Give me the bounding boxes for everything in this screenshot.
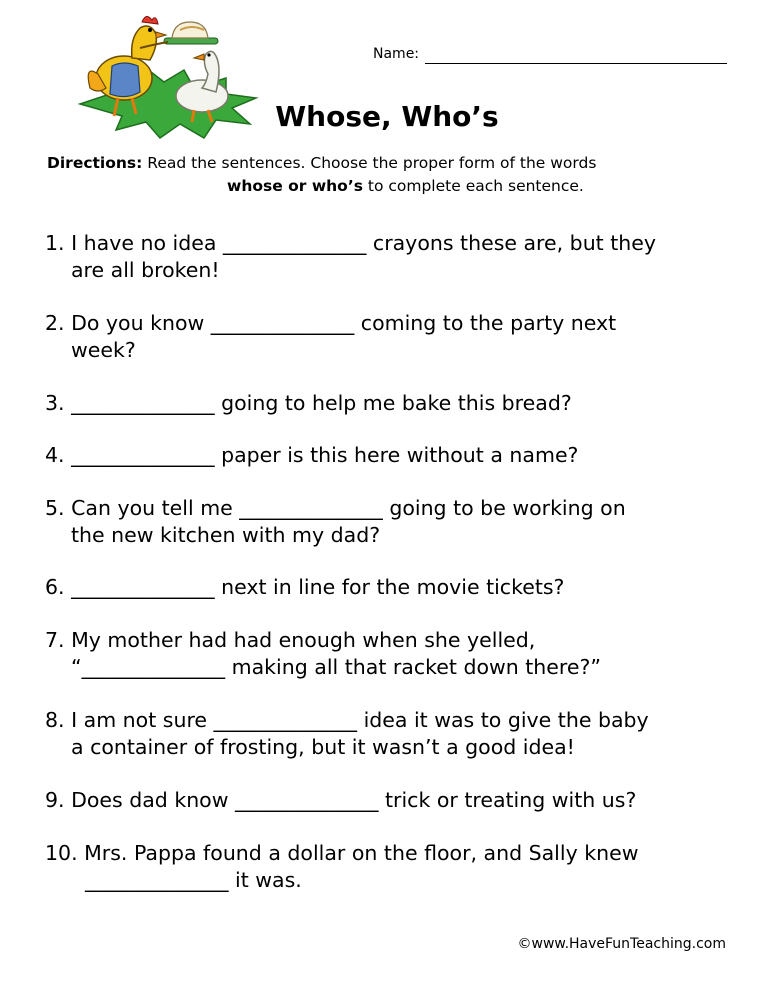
question-8: 8. I am not sure ______________ idea it was to give the baby a container of frosting, but it wasn’t a good idea!	[45, 708, 649, 759]
directions-label: Directions:	[47, 154, 143, 172]
question-10: 10. Mrs. Pappa found a dollar on the floor, and Sally knew ______________ it was.	[45, 841, 639, 892]
question-5: 5. Can you tell me ______________ going to be working on the new kitchen with my dad?	[45, 496, 626, 547]
question-1: 1. I have no idea ______________ crayons these are, but they are all broken!	[45, 231, 657, 282]
directions-text-2: to complete each sentence.	[362, 177, 584, 195]
page-title: Whose, Who’s	[275, 100, 499, 133]
question-6: 6. ______________ next in line for the movie tickets?	[45, 575, 565, 599]
directions-text-1: Read the sentences. Choose the proper form of the words	[142, 154, 597, 172]
directions	[47, 152, 737, 198]
question-9: 9. Does dad know ______________ trick or treating with us?	[45, 788, 637, 812]
name-input-line[interactable]	[425, 63, 727, 64]
copyright-footer: ©www.HaveFunTeaching.com	[517, 936, 726, 952]
name-label: Name:	[373, 46, 420, 62]
question-3: 3. ______________ going to help me bake this bread?	[45, 391, 572, 415]
question-7: 7. My mother had had enough when she yelled, “______________ making all that racket down there?”	[45, 628, 602, 679]
question-4: 4. ______________ paper is this here without a name?	[45, 443, 579, 467]
directions-emphasis: whose or who’s	[227, 177, 363, 195]
question-2: 2. Do you know ______________ coming to the party next week?	[45, 311, 617, 362]
